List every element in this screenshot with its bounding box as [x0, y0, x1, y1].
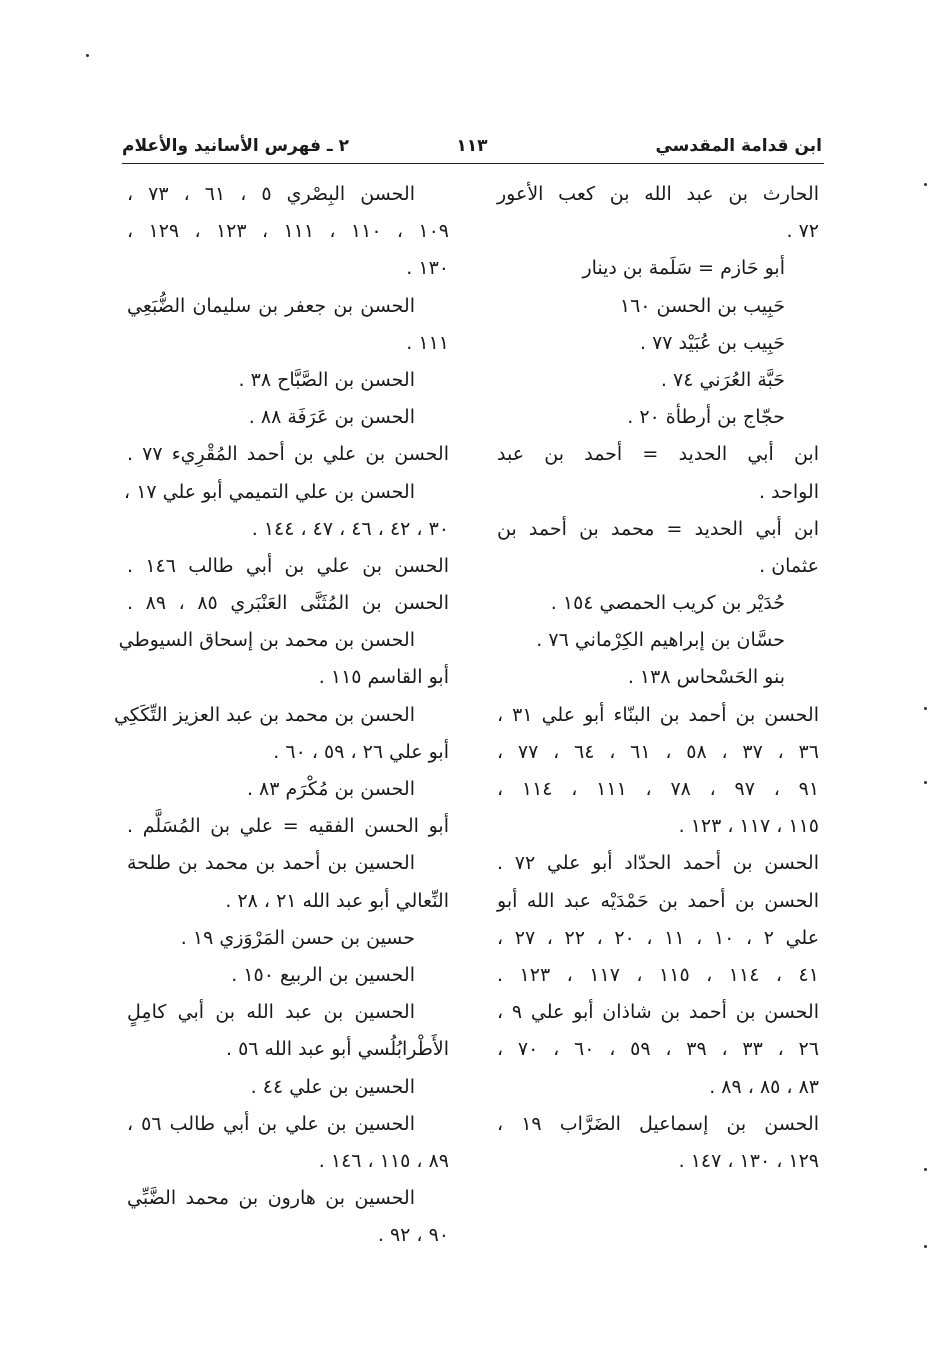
index-entry-line: الحسن بن أحمد الحدّاد أبو علي ٧٢ . [497, 852, 819, 875]
index-entry-line: حسَّان بن إبراهيم الكِرْماني ٧٦ . [536, 629, 785, 652]
index-column-left [113, 176, 449, 1254]
index-entry-line: ٢٦ ، ٣٣ ، ٣٩ ، ٥٩ ، ٦٠ ، ٧٠ ، [497, 1038, 819, 1061]
index-entry-line: ٧٢ . [786, 220, 819, 243]
index-entry-line: ٨٣ ، ٨٥ ، ٨٩ . [709, 1075, 819, 1098]
scan-speck [924, 183, 927, 186]
index-entry-line: علي ٢ ، ١٠ ، ١١ ، ٢٠ ، ٢٢ ، ٢٧ ، [497, 926, 820, 949]
index-entry-line: الحسن بن عَرَفَة ٨٨ . [248, 406, 415, 429]
index-column-right [497, 176, 819, 1180]
index-entry-line: بنو الحَسْحاس ١٣٨ . [627, 666, 785, 689]
index-entry-line: الحسن بن إسماعيل الضَرَّاب ١٩ ، [497, 1112, 820, 1135]
index-entry-line: ٤١ ، ١١٤ ، ١١٥ ، ١١٧ ، ١٢٣ . [497, 963, 819, 986]
index-entry-line: الأَطْرابُلُسي أبو عبد الله ٥٦ . [225, 1038, 449, 1061]
index-entry-line: ٨٩ ، ١١٥ ، ١٤٦ . [318, 1149, 449, 1172]
index-entry-line: الحسين بن علي ٤٤ . [250, 1075, 415, 1098]
index-entry-line: حجّاج بن أرطأة ٢٠ . [627, 406, 785, 429]
index-entry-line: الحسن بن محمد بن إسحاق السيوطي [118, 629, 415, 652]
index-entry-line: ابن أبي الحديد = محمد بن أحمد بن [497, 517, 819, 540]
index-entry-line: ١٠٩ ، ١١٠ ، ١١١ ، ١٢٣ ، ١٢٩ ، [127, 220, 449, 243]
index-entry-line: الحسن بن الصَّبَّاح ٣٨ . [238, 368, 415, 391]
section-title: ٢ ـ فهرس الأسانيد والأعلام [122, 136, 350, 156]
index-entry-line: ٣٠ ، ٤٢ ، ٤٦ ، ٤٧ ، ١٤٤ . [251, 517, 449, 540]
index-entry-line: ١٣٠ . [406, 257, 449, 280]
index-entry-line: الحسن بن أحمد بن شاذان أبو علي ٩ ، [497, 1001, 819, 1024]
index-entry-line: الحارث بن عبد الله بن كعب الأعور [497, 183, 819, 205]
index-entry-line: أبو القاسم ١١٥ . [318, 666, 449, 689]
index-entry-line: الحسين بن عبد الله بن أبي كامِلٍ [127, 1001, 415, 1024]
index-entry-line: ابن أبي الحديد = أحمد بن عبد [497, 443, 819, 466]
index-entry-line: الحسن البِصْري ٥ ، ٦١ ، ٧٣ ، [127, 183, 415, 205]
index-entry-line: ٩١ ، ٩٧ ، ٧٨ ، ١١١ ، ١١٤ ، [497, 778, 820, 800]
index-entry-line: النِّعالي أبو عبد الله ٢١ ، ٢٨ . [225, 889, 449, 912]
index-entry-line: الحسن بن المُثَنَّى العَنْبَري ٨٥ ، ٨٩ . [127, 592, 449, 615]
index-entry-line: ١١١ . [406, 331, 449, 354]
header-rule [122, 163, 824, 164]
index-entry-line: أبو الحسن الفقيه = علي بن المُسَلَّم . [127, 815, 449, 838]
scan-speck [924, 1168, 927, 1171]
index-entry-line: حسين بن حسن المَرْوَزي ١٩ . [180, 926, 415, 949]
index-entry-line: الحسن بن علي التميمي أبو علي ١٧ ، [124, 480, 415, 503]
index-entry-line: حُدَيْر بن كريب الحمصي ١٥٤ . [550, 592, 785, 615]
index-entry-line: أبو حَازم = سَلَمة بن دينار [582, 257, 785, 280]
scan-speck [924, 781, 927, 784]
index-entry-line: ٣٦ ، ٣٧ ، ٥٨ ، ٦١ ، ٦٤ ، ٧٧ ، [497, 740, 819, 763]
index-entry-line: الحسن بن أحمد بن حَمْدَيْه عبد الله أبو [497, 889, 819, 912]
index-entry-line: الحسن بن أحمد بن البنّاء أبو علي ٣١ ، [497, 703, 819, 726]
index-entry-line: عثمان . [759, 554, 819, 577]
index-entry-line: الحسين بن هارون بن محمد الضَّبِّي [127, 1187, 415, 1210]
scan-speck [924, 707, 927, 710]
scan-speck [86, 54, 89, 57]
page-number: ١١٣ [456, 136, 488, 156]
index-entry-line: الحسين بن الربيع ١٥٠ . [231, 963, 415, 986]
running-title: ابن قدامة المقدسي [655, 136, 822, 156]
index-entry-line: الحسن بن محمد بن عبد العزيز التِّكَكِي [113, 703, 415, 726]
index-entry-line: حَبِيب بن الحسن ١٦٠ [619, 294, 785, 317]
index-entry-line: أبو علي ٢٦ ، ٥٩ ، ٦٠ . [273, 740, 449, 763]
index-entry-line: الواحد . [759, 480, 819, 503]
index-entry-line: الحسن بن علي بن أبي طالب ١٤٦ . [127, 554, 449, 577]
index-entry-line: ١٢٩ ، ١٣٠ ، ١٤٧ . [678, 1149, 819, 1172]
index-entry-line: ١١٥ ، ١١٧ ، ١٢٣ . [678, 815, 819, 838]
index-entry-line: الحسين بن أحمد بن محمد بن طلحة [127, 852, 415, 875]
index-entry-line: الحسن بن جعفر بن سليمان الضُّبَعِي [127, 294, 415, 317]
index-entry-line: الحسين بن علي بن أبي طالب ٥٦ ، [127, 1112, 415, 1135]
scan-speck [924, 1245, 927, 1248]
index-entry-line: الحسن بن مُكْرَم ٨٣ . [246, 778, 415, 800]
index-entry-line: حَبَّة العُرَني ٧٤ . [660, 368, 785, 391]
index-entry-line: ٩٠ ، ٩٢ . [377, 1224, 449, 1247]
index-entry-line: الحسن بن علي بن أحمد المُقْرِيء ٧٧ . [127, 443, 449, 466]
index-entry-line: حَبِيب بن عُبَيْد ٧٧ . [639, 331, 785, 354]
page-header [122, 134, 822, 164]
